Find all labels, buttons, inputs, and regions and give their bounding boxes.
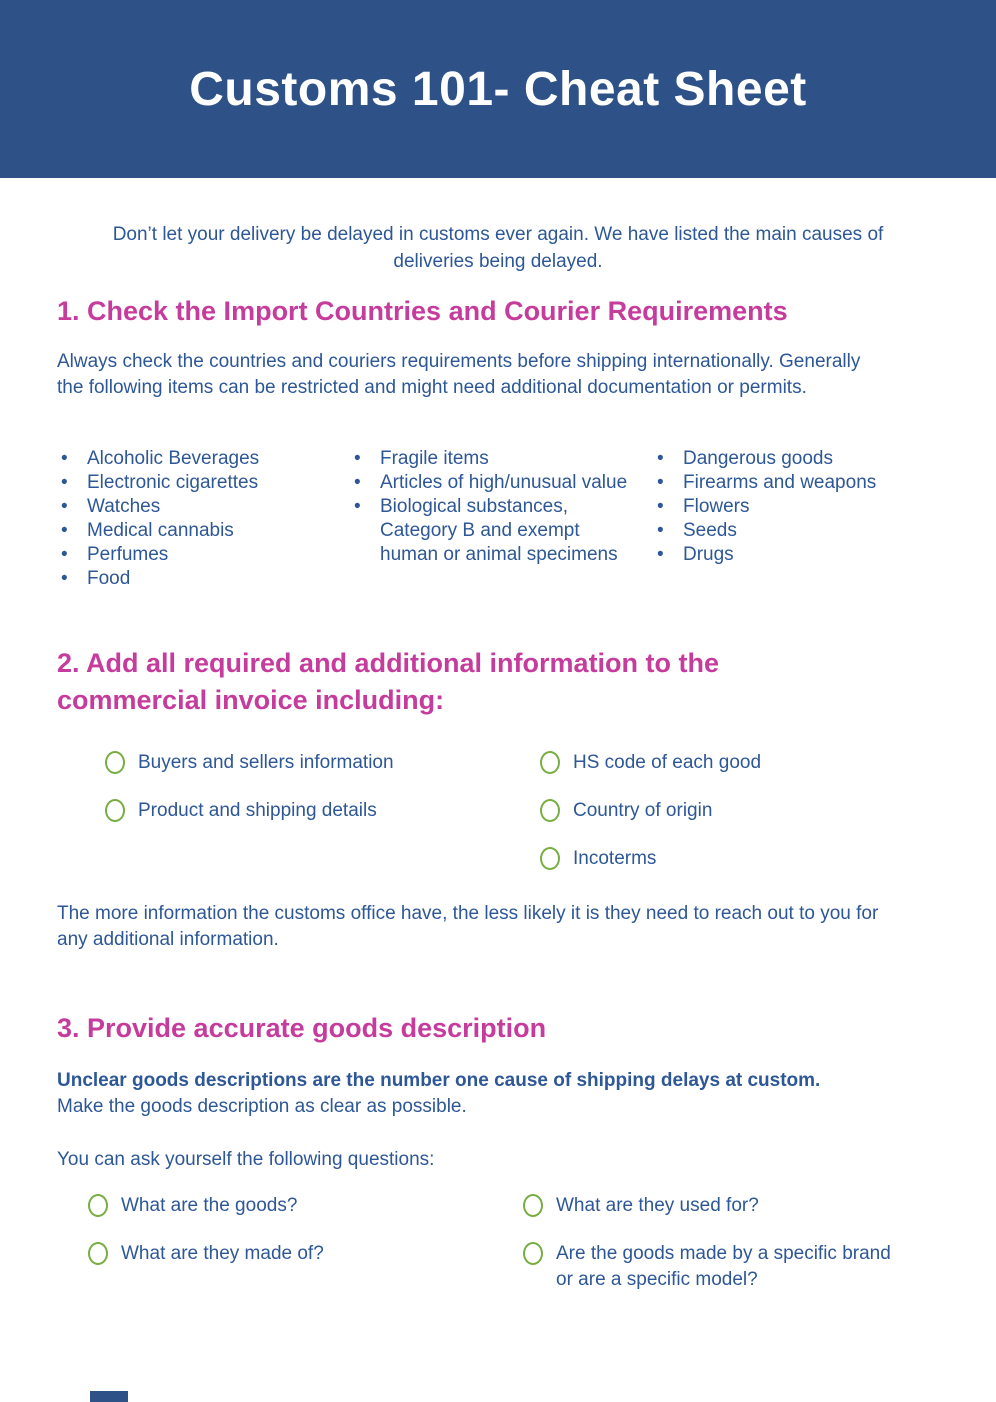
bullet-icon — [350, 495, 380, 519]
question-item-label: What are the goods? — [121, 1195, 298, 1216]
question-item-label: What are they used for? — [556, 1195, 759, 1216]
checklist-item-label: Incoterms — [573, 848, 657, 869]
questions-column-1 — [88, 1193, 523, 1315]
checklist-column-1 — [105, 750, 540, 894]
list-item-label: Watches — [87, 496, 161, 517]
checklist-column-2 — [540, 750, 960, 894]
list-item-label: Perfumes — [87, 544, 169, 565]
section-3-heading: 3. Provide accurate goods description — [57, 1013, 547, 1043]
circle-checkbox-icon — [88, 1194, 108, 1217]
bullet-icon — [57, 495, 87, 519]
list-item — [653, 519, 973, 543]
section-1-body: Always check the countries and couriers requirements before shipping internationally. Generally the following items can be restricted and might need additional documentation or permits. — [57, 351, 861, 398]
circle-checkbox-icon — [540, 751, 560, 774]
circle-checkbox-icon — [105, 799, 125, 822]
checklist-item — [540, 846, 960, 872]
list-item-label: Medical cannabis — [87, 520, 234, 541]
circle-checkbox-icon — [105, 751, 125, 774]
circle-checkbox-icon — [523, 1242, 543, 1265]
bullet-icon — [57, 567, 87, 591]
question-item — [523, 1193, 943, 1219]
checklist-item-label: Country of origin — [573, 800, 713, 821]
checklist-item-label: HS code of each good — [573, 752, 762, 773]
invoice-checklist — [105, 750, 960, 894]
bullet-icon — [57, 447, 87, 471]
bullet-icon — [653, 471, 683, 495]
circle-checkbox-icon — [88, 1242, 108, 1265]
list-item — [350, 447, 653, 471]
list-item — [57, 567, 350, 591]
bullet-icon — [350, 471, 380, 495]
bullet-icon — [57, 519, 87, 543]
list-item-label: Food — [87, 568, 131, 589]
page-title: Customs 101- Cheat Sheet — [189, 62, 807, 116]
intro-block — [0, 222, 996, 275]
question-item — [523, 1241, 943, 1293]
list-item — [653, 447, 973, 471]
questions-checklist — [88, 1193, 943, 1315]
section-2-note: The more information the customs office have, the less likely it is they need to reach out to you for any additional information. — [57, 903, 879, 950]
restricted-items-column-1 — [57, 447, 350, 591]
list-item-label: Alcoholic Beverages — [87, 448, 260, 469]
list-item — [653, 471, 973, 495]
questions-column-2 — [523, 1193, 943, 1315]
list-item — [653, 543, 973, 567]
list-item-label: Flowers — [683, 496, 750, 517]
question-item-label: Are the goods made by a specific brand or are a specific model? — [556, 1243, 891, 1290]
list-item-label: Seeds — [683, 520, 737, 541]
bullet-icon — [653, 495, 683, 519]
circle-checkbox-icon — [523, 1194, 543, 1217]
section-3-lead-bold: Unclear goods descriptions are the number one cause of shipping delays at custom. — [57, 1070, 821, 1091]
bullet-icon — [653, 543, 683, 567]
section-2-heading: 2. Add all required and additional information to the commercial invoice including: — [57, 648, 720, 715]
list-item-label: Articles of high/unusual value — [380, 472, 628, 493]
bottom-partial-band — [90, 1391, 128, 1402]
page-header — [0, 0, 996, 178]
circle-checkbox-icon — [540, 847, 560, 870]
bullet-icon — [350, 447, 380, 471]
list-item — [57, 519, 350, 543]
bullet-icon — [653, 447, 683, 471]
list-item — [653, 495, 973, 519]
bullet-icon — [57, 471, 87, 495]
list-item — [57, 447, 350, 471]
question-item-label: What are they made of? — [121, 1243, 324, 1264]
restricted-items-lists — [57, 447, 973, 591]
section-3-lead — [57, 1068, 957, 1120]
list-item — [57, 495, 350, 519]
checklist-item-label: Product and shipping details — [138, 800, 377, 821]
list-item-label: Drugs — [683, 544, 734, 565]
question-item — [88, 1241, 523, 1267]
list-item-label: Dangerous goods — [683, 448, 833, 469]
section-1-heading: 1. Check the Import Countries and Courier Requirements — [57, 296, 788, 326]
section-3-prompt: You can ask yourself the following questions: — [57, 1149, 435, 1170]
list-item-label: Firearms and weapons — [683, 472, 877, 493]
list-item-label: Electronic cigarettes — [87, 472, 259, 493]
restricted-items-column-3 — [653, 447, 973, 591]
checklist-item — [105, 750, 540, 776]
list-item — [57, 543, 350, 567]
checklist-item — [540, 798, 960, 824]
list-item — [57, 471, 350, 495]
question-item — [88, 1193, 523, 1219]
list-item-label: Biological substances, Category B and exempt human or animal specimens — [380, 496, 618, 565]
checklist-item-label: Buyers and sellers information — [138, 752, 394, 773]
list-item — [350, 471, 653, 495]
intro-text: Don’t let your delivery be delayed in customs ever again. We have listed the main causes of deliveries being delayed. — [112, 224, 884, 272]
circle-checkbox-icon — [540, 799, 560, 822]
checklist-item — [105, 798, 540, 824]
list-item-label: Fragile items — [380, 448, 489, 469]
bullet-icon — [653, 519, 683, 543]
list-item — [350, 495, 653, 567]
section-3-lead-rest: Make the goods description as clear as possible. — [57, 1095, 467, 1117]
bullet-icon — [57, 543, 87, 567]
checklist-item — [540, 750, 960, 776]
restricted-items-column-2 — [350, 447, 653, 591]
